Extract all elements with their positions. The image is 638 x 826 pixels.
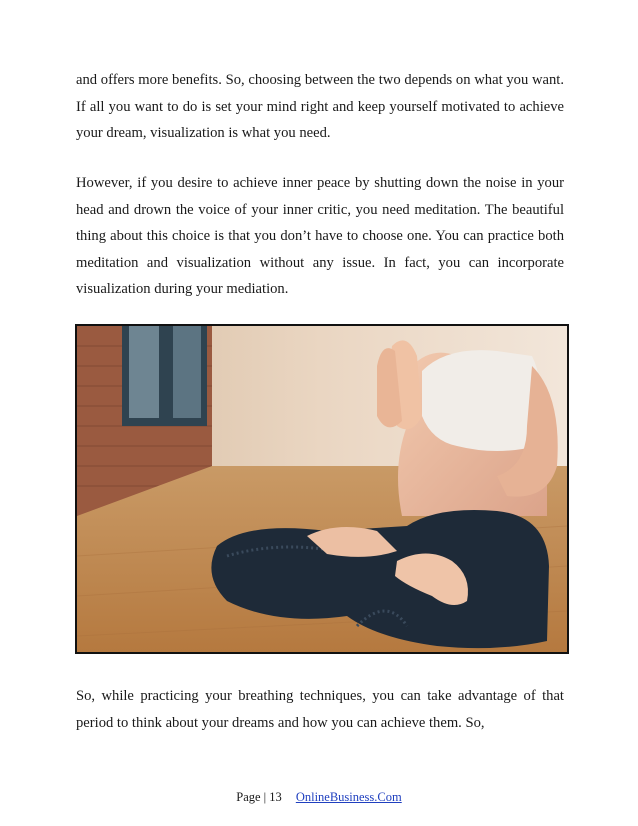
page-footer: [0, 790, 638, 805]
body-paragraph-2: However, if you desire to achieve inner peace by shutting down the noise in your head and drown the voice of your inner critic, you need meditation. The beautiful thing about this choice is that you don’t have to choose one. You can practice both meditation and visualization without any issue. In fact, you can incorporate visualization during your mediation.: [76, 175, 564, 297]
body-paragraph-3: So, while practicing your breathing techniques, you can take advantage of that period to think about your dreams and how you can achieve them. So,: [76, 688, 564, 731]
meditation-photo: [75, 324, 569, 654]
site-link[interactable]: OnlineBusiness.Com: [295, 790, 402, 804]
page-number: Page | 13: [236, 790, 282, 804]
body-paragraph-1: and offers more benefits. So, choosing between the two depends on what you want. If all you want to do is set your mind right and keep yourself motivated to achieve your dream, visualization is what you need.: [76, 72, 564, 141]
